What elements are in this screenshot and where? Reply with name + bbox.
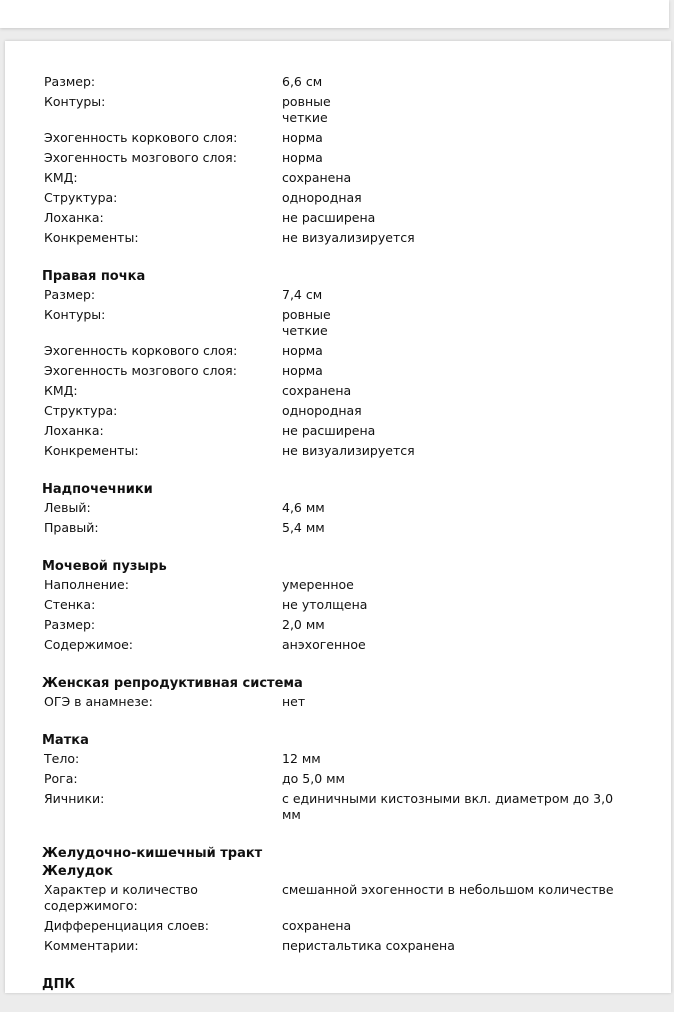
row-value: перистальтика сохранена <box>282 938 455 953</box>
report-row <box>41 401 641 421</box>
row-label: Рога: <box>44 771 78 786</box>
row-value: до 5,0 мм <box>282 771 345 786</box>
row-value: не визуализируется <box>282 230 415 245</box>
row-value: 6,6 см <box>282 74 323 89</box>
row-value: сохранена <box>282 918 352 933</box>
report-section <box>41 72 641 248</box>
row-label: Контуры: <box>44 307 106 322</box>
report-row <box>41 595 641 615</box>
row-value: не утолщена <box>282 597 368 612</box>
section-title: Правая почка <box>42 269 146 284</box>
row-value: умеренное <box>282 577 354 592</box>
row-value: сохранена <box>282 170 352 185</box>
report-row <box>41 769 641 789</box>
report-row <box>41 361 641 381</box>
row-value: 2,0 мм <box>282 617 325 632</box>
row-value: не визуализируется <box>282 443 415 458</box>
row-label: ОГЭ в анамнезе: <box>44 694 153 709</box>
report-section <box>41 975 641 993</box>
row-label: Правый: <box>44 520 99 535</box>
row-label: Эхогенность мозгового слоя: <box>44 150 237 165</box>
section-title: ДПК <box>42 977 76 992</box>
report-row <box>41 188 641 208</box>
row-label: Конкременты: <box>44 443 139 458</box>
row-label: Левый: <box>44 500 91 515</box>
row-label: Размер: <box>44 74 96 89</box>
section-subtitle: Желудок <box>42 864 113 879</box>
row-label: Эхогенность мозгового слоя: <box>44 363 237 378</box>
report-row <box>41 341 641 361</box>
row-label: Лоханка: <box>44 423 104 438</box>
row-label: Эхогенность коркового слоя: <box>44 343 238 358</box>
report-row <box>41 916 641 936</box>
row-label: Тело: <box>44 751 80 766</box>
report-row <box>41 498 641 518</box>
row-value: смешанной эхогенности в небольшом количестве <box>282 882 614 897</box>
row-value: 7,4 см <box>282 287 323 302</box>
report-section <box>41 844 641 956</box>
report-row <box>41 168 641 188</box>
report-row <box>41 72 641 92</box>
report-section <box>41 267 641 461</box>
row-label: Лоханка: <box>44 210 104 225</box>
row-value: однородная <box>282 190 362 205</box>
row-label: Стенка: <box>44 597 96 612</box>
report-section <box>41 731 641 825</box>
row-label: Структура: <box>44 190 118 205</box>
report-row <box>41 228 641 248</box>
row-value: нет <box>282 694 306 709</box>
report-row <box>41 936 641 956</box>
previous-page-sheet <box>0 0 669 28</box>
row-label: Комментарии: <box>44 938 139 953</box>
row-value: сохранена <box>282 383 352 398</box>
report-content <box>41 72 641 1012</box>
row-label: Наполнение: <box>44 577 129 592</box>
report-row <box>41 92 641 128</box>
report-row <box>41 749 641 769</box>
row-value: 12 мм <box>282 751 321 766</box>
row-value: норма <box>282 343 323 358</box>
report-row <box>41 880 641 916</box>
report-row <box>41 518 641 538</box>
row-label: Размер: <box>44 287 96 302</box>
report-row <box>41 615 641 635</box>
row-label: КМД: <box>44 383 78 398</box>
document-page <box>5 41 671 993</box>
section-title: Женская репродуктивная система <box>42 676 303 691</box>
report-row <box>41 305 641 341</box>
row-label: Яичники: <box>44 791 105 806</box>
row-label: Дифференциация слоев: <box>44 918 209 933</box>
row-label: Эхогенность коркового слоя: <box>44 130 238 145</box>
section-title: Мочевой пузырь <box>42 559 167 574</box>
row-value: норма <box>282 130 323 145</box>
row-label: Структура: <box>44 403 118 418</box>
row-value: не расширена <box>282 210 376 225</box>
row-value: ровные четкие <box>282 307 331 338</box>
report-section <box>41 480 641 538</box>
row-label: Содержимое: <box>44 637 134 652</box>
row-label: КМД: <box>44 170 78 185</box>
row-value: 4,6 мм <box>282 500 325 515</box>
row-label: Контуры: <box>44 94 106 109</box>
report-section <box>41 674 641 712</box>
row-value: норма <box>282 150 323 165</box>
report-row <box>41 148 641 168</box>
row-value: с единичными кистозными вкл. диаметром до 3,0 мм <box>282 791 614 822</box>
report-row <box>41 635 641 655</box>
report-row <box>41 575 641 595</box>
section-title: Желудочно-кишечный тракт <box>42 846 263 861</box>
row-label: Характер и количество содержимого: <box>44 882 198 913</box>
row-label: Размер: <box>44 617 96 632</box>
report-section <box>41 557 641 655</box>
row-value: однородная <box>282 403 362 418</box>
section-title: Надпочечники <box>42 482 153 497</box>
report-row <box>41 692 641 712</box>
row-label: Конкременты: <box>44 230 139 245</box>
report-row <box>41 381 641 401</box>
report-row <box>41 789 641 825</box>
report-row <box>41 285 641 305</box>
row-value: не расширена <box>282 423 376 438</box>
row-value: 5,4 мм <box>282 520 325 535</box>
row-value: норма <box>282 363 323 378</box>
report-row <box>41 421 641 441</box>
report-row <box>41 208 641 228</box>
row-value: ровные четкие <box>282 94 331 125</box>
section-title: Матка <box>42 733 89 748</box>
report-row <box>41 441 641 461</box>
row-value: анэхогенное <box>282 637 366 652</box>
report-row <box>41 128 641 148</box>
